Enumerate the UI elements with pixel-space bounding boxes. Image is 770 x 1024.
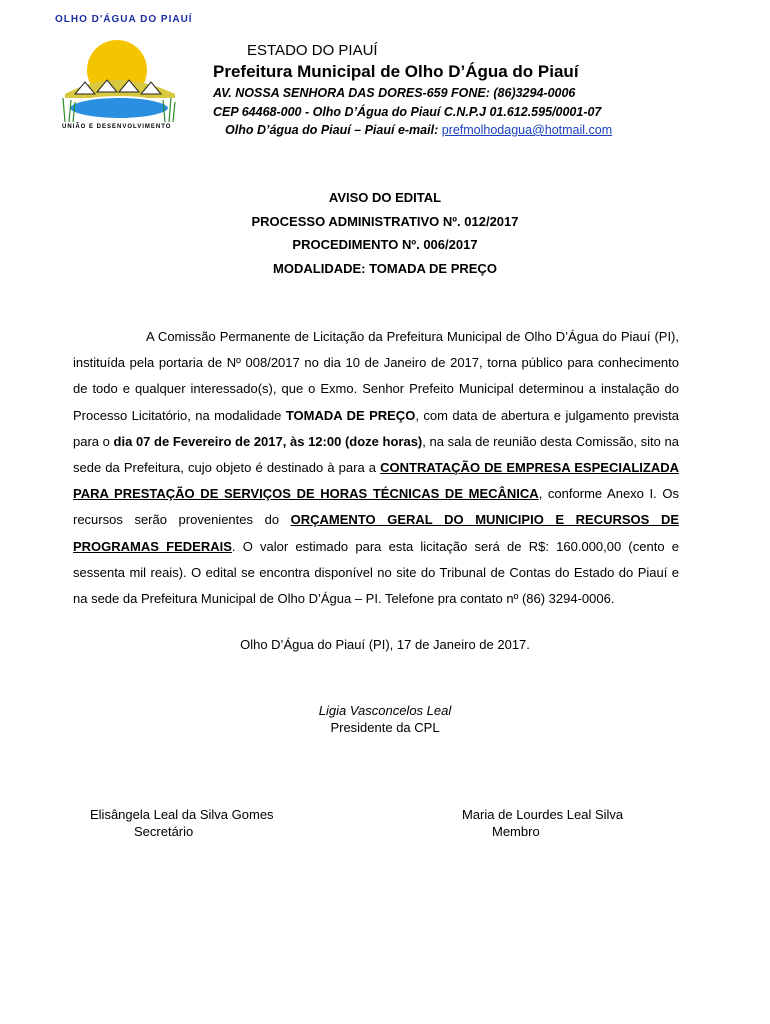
municipality-logo — [55, 36, 185, 126]
logo-title: OLHO D'ÁGUA DO PIAUÍ — [55, 14, 193, 25]
body-bold-date: dia 07 de Fevereiro de 2017, às 12:00 (doze horas) — [113, 433, 423, 449]
logo-motto: UNIÃO E DESENVOLVIMENTO — [62, 124, 172, 130]
body-text-5: . O valor estimado para esta licitação será de R$: 160.000,00 (cento e sessenta mil reais). O edital se encontra disponível no site do Tribunal de Contas do Estado do Piauí e na sede da Prefeitura Municipal de Olho D’Água – PI. Telefone pra contato nº (86) 3294-0006. — [73, 538, 679, 607]
email-link[interactable]: prefmolhodagua@hotmail.com — [441, 123, 613, 137]
member-name: Maria de Lourdes Leal Silva — [462, 807, 624, 822]
email-line-prefix: Olho D’água do Piauí – Piauí e-mail: — [225, 123, 442, 137]
body-text-3: , na sala de reunião desta Comissão, sito na sede da Prefeitura, cujo objeto é destinado à para a — [73, 433, 679, 476]
secretary-name: Elisângela Leal da Silva Gomes — [90, 807, 274, 822]
address-line: AV. NOSSA SENHORA DAS DORES-659 FONE: (86)3294-0006 — [213, 86, 576, 100]
body-text-4: , conforme Anexo I. Os recursos serão provenientes do — [73, 486, 679, 528]
secretary-role: Secretário — [134, 824, 194, 839]
body-object: CONTRATAÇÃO DE EMPRESA ESPECIALIZADA PARA PRESTAÇÃO DE SERVIÇOS DE HORAS TÉCNICAS DE MECÂNICA — [73, 460, 679, 502]
process-number: PROCESSO ADMINISTRATIVO Nº. 012/2017 — [251, 214, 519, 229]
water-pool-shape — [69, 97, 169, 119]
date-line: Olho D’Água do Piauí (PI), 17 de Janeiro de 2017. — [240, 637, 530, 652]
body-text-1: A Comissão Permanente de Licitação da Prefeitura Municipal de Olho D’Água do Piauí (PI), instituída pela portaria de Nº 008/2017 no dia 10 de Janeiro de 2017, torna público para conhecimento de todo e qualquer interessado(s), que o Exmo. Senhor Prefeito Municipal determinou a instalação do Processo Licitatório, na modalidade — [73, 329, 679, 423]
body-resources: ORÇAMENTO GERAL DO MUNICIPIO E RECURSOS DE PROGRAMAS FEDERAIS — [73, 512, 679, 554]
prefeitura-heading: Prefeitura Municipal de Olho D’Água do Piauí — [213, 62, 579, 81]
member-role: Membro — [492, 824, 540, 839]
state-heading: ESTADO DO PIAUÍ — [247, 42, 378, 59]
procedure-number: PROCEDIMENTO Nº. 006/2017 — [292, 237, 478, 252]
president-name: Ligia Vasconcelos Leal — [318, 703, 452, 718]
cep-line: CEP 64468-000 - Olho D’Água do Piauí C.N.P.J 01.612.595/0001-07 — [213, 105, 602, 119]
body-text-2: , com data de abertura e julgamento prevista para o — [73, 407, 680, 449]
president-role: Presidente da CPL — [330, 720, 440, 735]
email-line — [225, 123, 612, 137]
notice-title: AVISO DO EDITAL — [328, 190, 442, 205]
notice-body — [73, 324, 679, 612]
modality-title: MODALIDADE: TOMADA DE PREÇO — [273, 261, 497, 276]
body-bold-modality: TOMADA DE PREÇO — [285, 407, 416, 423]
